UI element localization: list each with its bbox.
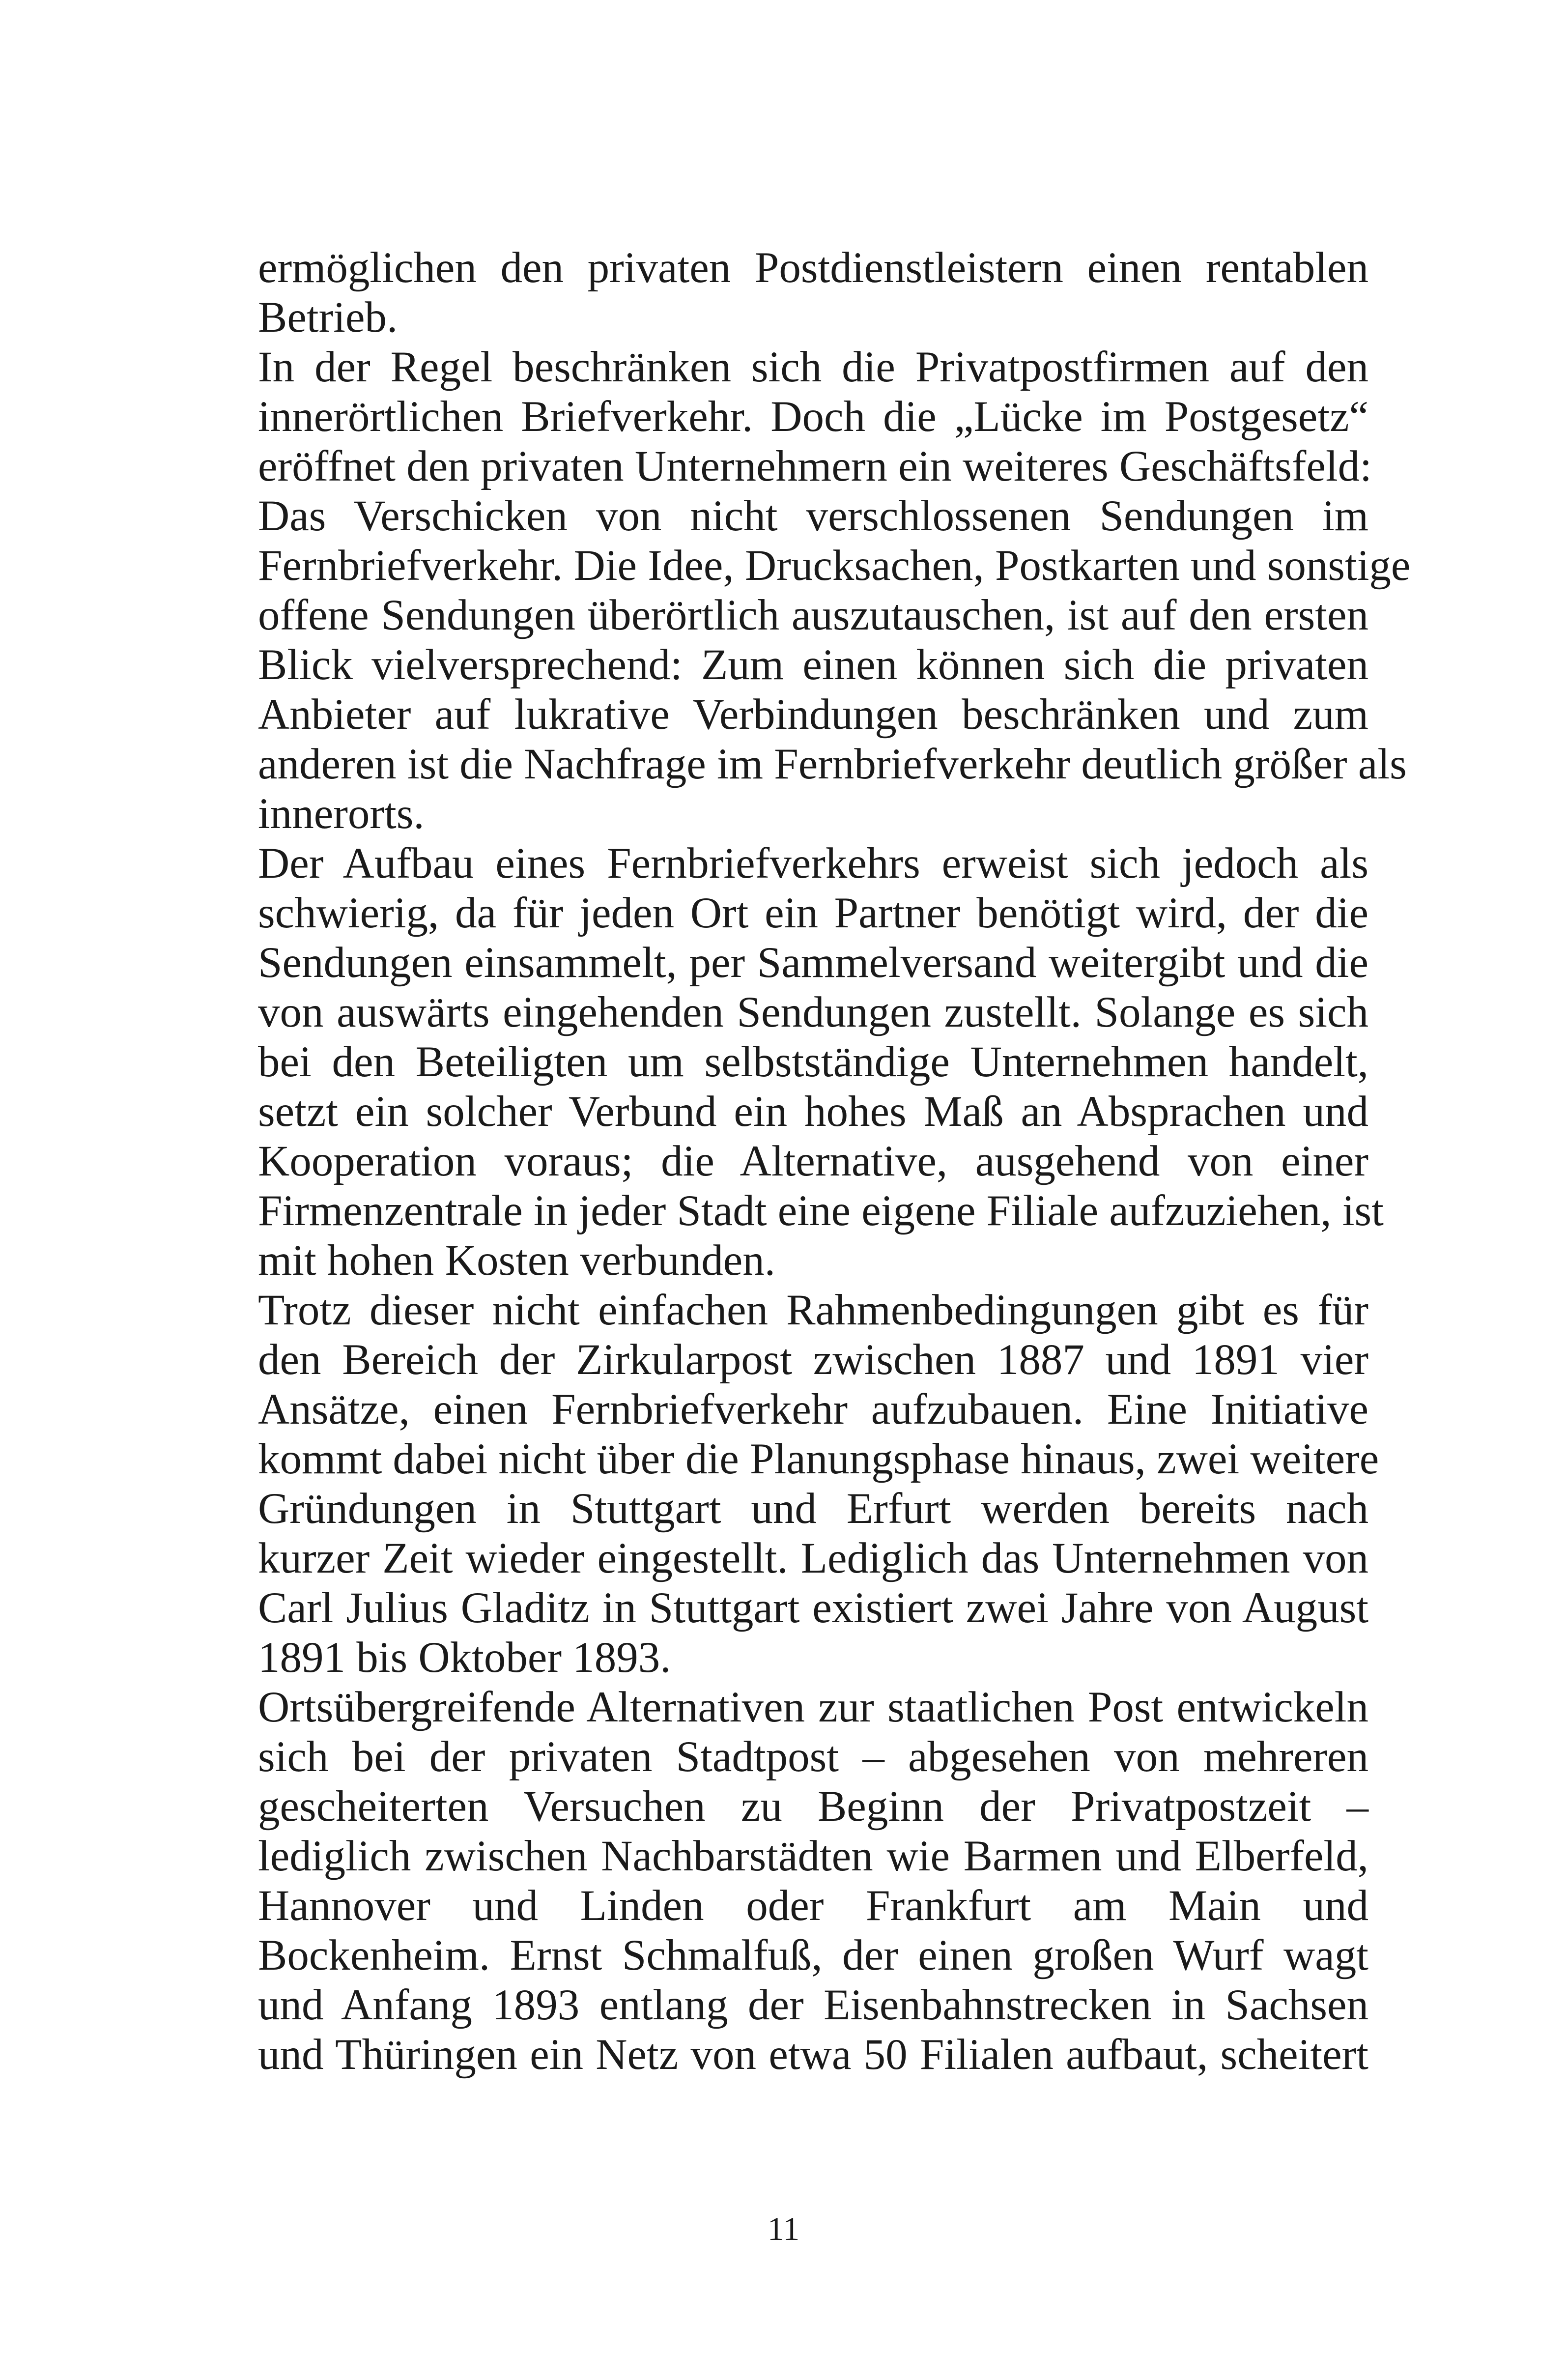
text-line: innerörtlichen Briefverkehr. Doch die „Lücke im Postgesetz“ — [258, 393, 1368, 441]
text-line: lediglich zwischen Nachbarstädten wie Barmen und Elberfeld, — [258, 1832, 1368, 1880]
text-line: Fernbriefverkehr. Die Idee, Drucksachen, Postkarten und sonstige — [258, 542, 1411, 590]
text-line: eröffnet den privaten Unternehmern ein weiteres Geschäftsfeld: — [258, 442, 1372, 490]
text-line: Hannover und Linden oder Frankfurt am Main und — [258, 1882, 1368, 1930]
text-line: Carl Julius Gladitz in Stuttgart existiert zwei Jahre von August — [258, 1584, 1368, 1632]
text-line: In der Regel beschränken sich die Privatpostfirmen auf den — [258, 343, 1368, 391]
text-line: und Anfang 1893 entlang der Eisenbahnstrecken in Sachsen — [258, 1981, 1368, 2029]
text-line: gescheiterten Versuchen zu Beginn der Privatpostzeit – — [258, 1782, 1368, 1831]
text-line: innerorts. — [258, 790, 425, 838]
text-line: offene Sendungen überörtlich auszutauschen, ist auf den ersten — [258, 591, 1368, 639]
text-line: mit hohen Kosten verbunden. — [258, 1236, 775, 1285]
text-line: Anbieter auf lukrative Verbindungen beschränken und zum — [258, 690, 1368, 739]
text-line: kommt dabei nicht über die Planungsphase hinaus, zwei weitere — [258, 1435, 1379, 1483]
text-line: Kooperation voraus; die Alternative, ausgehend von einer — [258, 1137, 1368, 1185]
text-line: von auswärts eingehenden Sendungen zustellt. Solange es sich — [258, 988, 1368, 1036]
text-line: Gründungen in Stuttgart und Erfurt werden bereits nach — [258, 1485, 1368, 1533]
text-line: und Thüringen ein Netz von etwa 50 Filialen aufbaut, scheitert — [258, 2031, 1368, 2079]
text-line: Das Verschicken von nicht verschlossenen Sendungen im — [258, 492, 1368, 540]
body-text — [258, 243, 1411, 2080]
text-line: kurzer Zeit wieder eingestellt. Lediglich das Unternehmen von — [258, 1534, 1368, 1582]
text-line: Trotz dieser nicht einfachen Rahmenbedingungen gibt es für — [258, 1286, 1368, 1334]
text-line: 1891 bis Oktober 1893. — [258, 1634, 671, 1682]
text-line: schwierig, da für jeden Ort ein Partner benötigt wird, der die — [258, 889, 1368, 937]
text-line: Sendungen einsammelt, per Sammelversand weitergibt und die — [258, 939, 1368, 987]
text-line: anderen ist die Nachfrage im Fernbriefverkehr deutlich größer als — [258, 740, 1407, 788]
text-line: bei den Beteiligten um selbstständige Unternehmen handelt, — [258, 1038, 1368, 1086]
text-line: Ortsübergreifende Alternativen zur staatlichen Post entwickeln — [258, 1683, 1368, 1731]
text-line: Betrieb. — [258, 293, 398, 342]
text-line: Der Aufbau eines Fernbriefverkehrs erweist sich jedoch als — [258, 839, 1368, 888]
text-line: ermöglichen den privaten Postdienstleistern einen rentablen — [258, 244, 1368, 292]
text-line: Blick vielversprechend: Zum einen können sich die privaten — [258, 641, 1368, 689]
text-line: setzt ein solcher Verbund ein hohes Maß an Absprachen und — [258, 1088, 1368, 1136]
text-line: sich bei der privaten Stadtpost – abgesehen von mehreren — [258, 1733, 1368, 1781]
text-line: Bockenheim. Ernst Schmalfuß, der einen großen Wurf wagt — [258, 1931, 1368, 1979]
page-number: 11 — [767, 2210, 800, 2247]
text-line: Firmenzentrale in jeder Stadt eine eigene Filiale aufzuziehen, ist — [258, 1187, 1384, 1235]
text-line: Ansätze, einen Fernbriefverkehr aufzubauen. Eine Initiative — [258, 1385, 1368, 1434]
text-line: den Bereich der Zirkularpost zwischen 1887 und 1891 vier — [258, 1336, 1368, 1384]
